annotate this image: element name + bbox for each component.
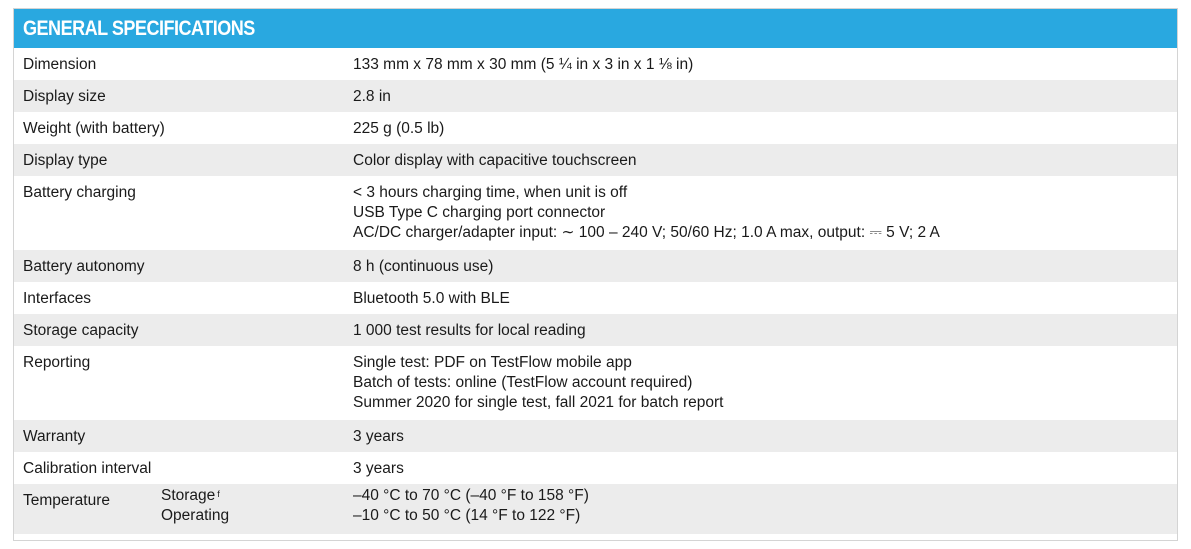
storage-sublabel <box>161 486 229 506</box>
spec-row-reporting <box>14 346 1177 420</box>
spec-label: Interfaces <box>23 290 92 307</box>
spec-row-calibration-interval <box>14 452 1177 484</box>
spec-value <box>353 55 693 75</box>
spec-value-line: Summer 2020 for single test, fall 2021 for batch report <box>353 394 724 411</box>
spec-row-storage-capacity <box>14 314 1177 346</box>
spec-value-line: 225 g (0.5 lb) <box>353 120 445 137</box>
spec-value-line: 2.8 in <box>353 88 391 105</box>
spec-label: Dimension <box>23 56 97 73</box>
operating-sublabel: Operating <box>161 507 230 524</box>
general-specifications-table <box>13 8 1178 541</box>
spec-value <box>353 321 586 341</box>
spec-row-dimension <box>14 48 1177 80</box>
table-header <box>14 9 1177 48</box>
spec-label: Weight (with battery) <box>23 120 165 137</box>
spec-value <box>353 119 444 139</box>
spec-value-line: 133 mm x 78 mm x 30 mm (5 ¼ in x 3 in x 1 ⅛ in) <box>353 56 694 73</box>
spec-row-interfaces <box>14 282 1177 314</box>
spec-label: Display type <box>23 152 108 169</box>
spec-row-display-size <box>14 80 1177 112</box>
spec-value <box>353 183 940 243</box>
spec-label: Temperature <box>23 492 111 509</box>
spec-label: Warranty <box>23 428 86 445</box>
spec-value-line: 3 years <box>353 428 404 445</box>
storage-temperature-value: –40 °C to 70 °C (–40 °F to 158 °F) <box>353 487 589 504</box>
spec-value-line: 1 000 test results for local reading <box>353 322 586 339</box>
spec-value-line: Bluetooth 5.0 with BLE <box>353 290 510 307</box>
spec-value-line: AC/DC charger/adapter input: ∼ 100 – 240 V; 50/60 Hz; 1.0 A max, output: ⎓ 5 V; 2 A <box>353 224 940 241</box>
spec-row-warranty <box>14 420 1177 452</box>
footnote-mark: f <box>217 489 220 499</box>
spec-label: Battery autonomy <box>23 258 145 275</box>
spec-value-line: 8 h (continuous use) <box>353 258 494 275</box>
spec-row-battery-charging <box>14 176 1177 250</box>
spec-value-line: < 3 hours charging time, when unit is off <box>353 184 628 201</box>
spec-label: Battery charging <box>23 184 136 201</box>
spec-label: Storage capacity <box>23 322 139 339</box>
storage-sublabel-text: Storage <box>161 487 216 504</box>
spec-row-display-type <box>14 144 1177 176</box>
spec-label: Display size <box>23 88 106 105</box>
spec-value <box>353 151 636 171</box>
operating-temperature-value: –10 °C to 50 °C (14 °F to 122 °F) <box>353 507 581 524</box>
spec-value-line: Single test: PDF on TestFlow mobile app <box>353 354 632 371</box>
spec-row-battery-autonomy <box>14 250 1177 282</box>
spec-value <box>353 427 404 447</box>
spec-value <box>353 87 391 107</box>
spec-value-line: 3 years <box>353 460 404 477</box>
spec-value <box>353 353 723 413</box>
spec-value <box>353 257 493 277</box>
spec-value-line: Batch of tests: online (TestFlow account required) <box>353 374 693 391</box>
spec-label: Reporting <box>23 354 91 371</box>
spec-row-weight <box>14 112 1177 144</box>
spec-label: Calibration interval <box>23 460 152 477</box>
spec-value-line: USB Type C charging port connector <box>353 204 606 221</box>
spec-value <box>353 289 510 309</box>
table-title: GENERAL SPECIFICATIONS <box>23 16 255 40</box>
spec-value-line: Color display with capacitive touchscreen <box>353 152 637 169</box>
spec-row-temperature <box>14 484 1177 534</box>
spec-value <box>353 459 404 479</box>
spec-value <box>353 486 589 526</box>
temperature-sublabels <box>161 486 229 526</box>
